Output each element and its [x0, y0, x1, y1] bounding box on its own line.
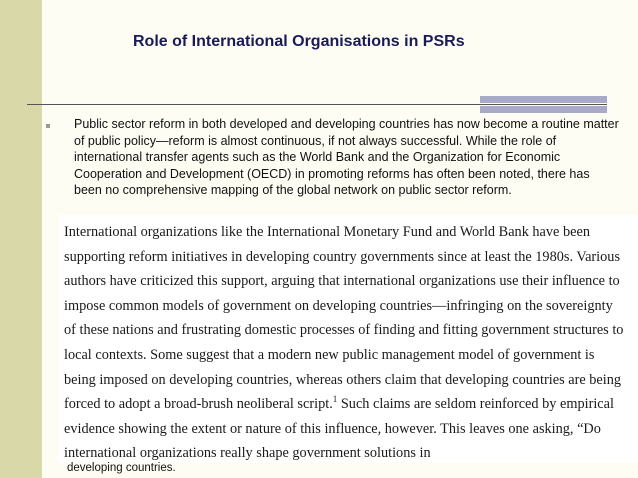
slide-title: Role of International Organisations in PSRs	[133, 33, 465, 50]
footnote-marker: 1	[332, 394, 338, 405]
excerpt-image	[58, 215, 638, 463]
trailing-text: developing countries.	[67, 462, 176, 474]
excerpt-paragraph	[58, 215, 624, 463]
bullet-paragraph: Public sector reform in both developed and developing countries has now become a routine matter of public policy—reform is almost continuous, if not always successful. While the role of international transfer agents such as the World Bank and the Organization for Economic Cooperation and Development (OECD) in promoting reforms has often been noted, there has been no comprehensive mapping of the global network on public sector reform.	[74, 117, 619, 198]
left-accent-band	[0, 0, 42, 478]
title-divider-line	[27, 104, 607, 105]
excerpt-text-after: Such claims are seldom reinforced by empirical evidence showing the extent or nature of this influence, however. This leaves one asking, “Do international organizations really shape government solutions in	[64, 396, 614, 462]
title-rule-bar-top	[480, 96, 607, 103]
excerpt-text-before: International organizations like the International Monetary Fund and World Bank have been supporting reform initiatives in developing country governments since at least the 1980s. Various authors have criticized this support, arguing that international organizations use their influence to impose common models of government on developing countries—infringing on the sovereignty of these nations and frustrating domestic processes of finding and fitting government structures to local contexts. Some suggest that a modern new public management model of government is being imposed on developing countries, whereas others claim that developing countries are being forced to adopt a broad-brush neoliberal script.	[64, 224, 624, 413]
bullet-square-icon	[46, 124, 50, 128]
title-rule-bar-bottom	[480, 106, 607, 113]
